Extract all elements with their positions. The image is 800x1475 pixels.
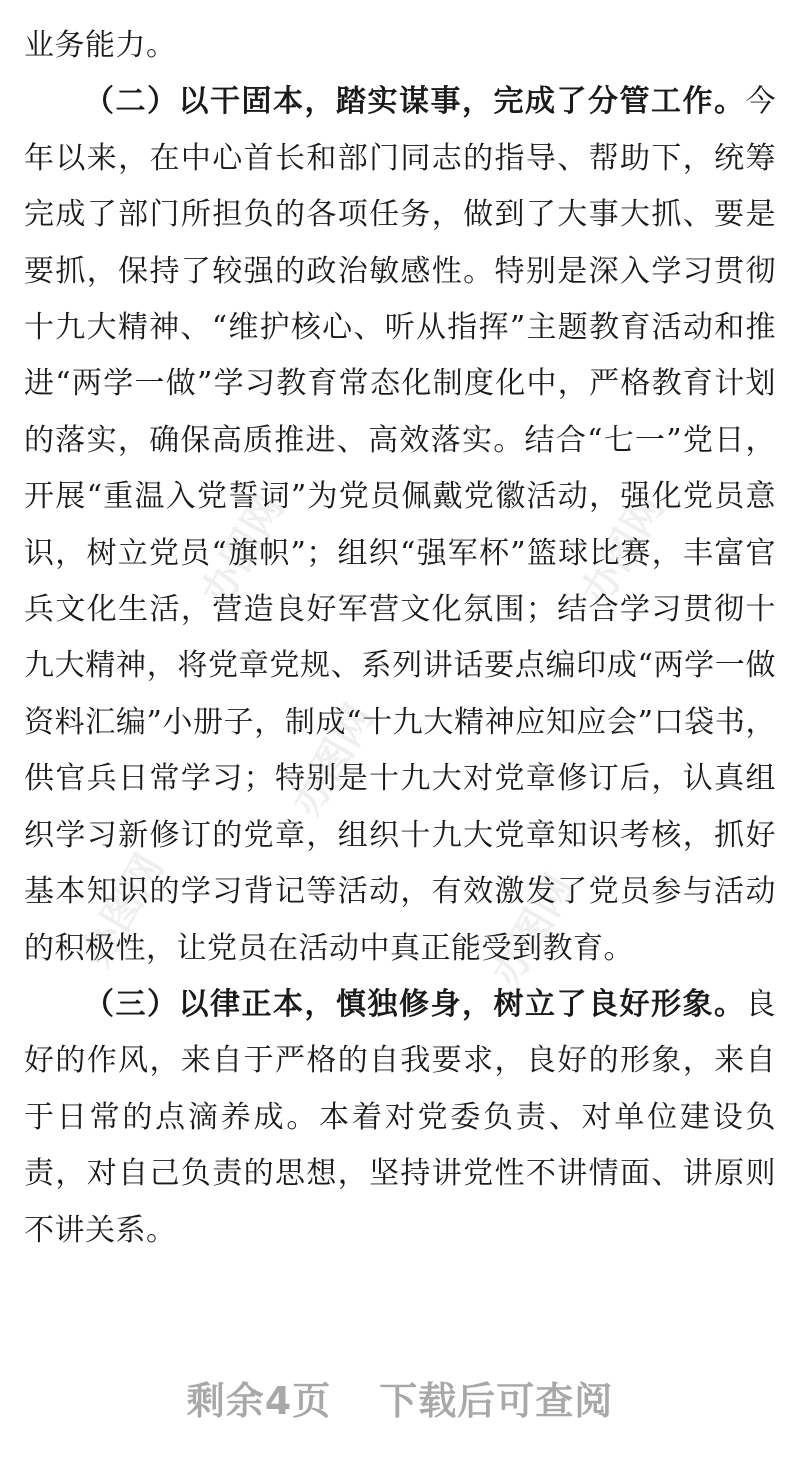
watermark: 办图网 — [573, 486, 673, 614]
watermark: 办图网 — [193, 486, 293, 614]
watermark: 办图网 — [73, 846, 173, 974]
lead-line: 业务能力。 — [24, 28, 177, 63]
section-3-paragraph — [24, 977, 776, 1259]
section-2-heading: （二）以干固本，踏实谋事，完成了分管工作。 — [84, 84, 746, 120]
section-2-body: 今年以来，在中心首长和部门同志的指导、帮助下，统筹完成了部门所担负的各项任务，做到了大事大抓、要是要抓，保持了较强的政治敏感性。特别是深入学习贯彻十九大精神、“维护核心、听从指挥”主题教育活动和推进“两学一做”学习教育常态化制度化中，严格教育计划的落实，确保高质推进、高效落实。结合“七一”党日，开展“重温入党誓词”为党员佩戴党徽活动，强化党员意识，树立党员“旗帜”；组织“强军杯”篮球比赛，丰富官兵文化生活，营造良好军营文化氛围；结合学习贯彻十九大精神，将党章党规、系列讲话要点编印成“两学一做资料汇编”小册子，制成“十九大精神应知应会”口袋书，供官兵日常学习；特别是十九大对党章修订后，认真组织学习新修订的党章，组织十九大党章知识考核，抓好基本知识的学习背记等活动，有效激发了党员参与活动的积极性，让党员在活动中真正能受到教育。 — [24, 84, 776, 966]
watermark: 办图网 — [283, 696, 383, 824]
download-prompt-banner[interactable] — [0, 1370, 800, 1425]
watermark: 办图网 — [483, 866, 583, 994]
section-3-heading: （三）以律正本，慎独修身，树立了良好形象。 — [84, 986, 746, 1022]
document-body — [24, 18, 776, 1259]
section-3-body: 良好的作风，来自于严格的自我要求，良好的形象，来自于日常的点滴养成。本着对党委负责、对单位建设负责，对自己负责的思想，坚持讲党性不讲情面、讲原则不讲关系。 — [24, 986, 776, 1248]
download-to-view-label[interactable]: 下载后可查阅 — [379, 1379, 614, 1423]
remaining-pages-label: 剩余4页 — [186, 1379, 332, 1423]
section-2-paragraph — [24, 74, 776, 977]
